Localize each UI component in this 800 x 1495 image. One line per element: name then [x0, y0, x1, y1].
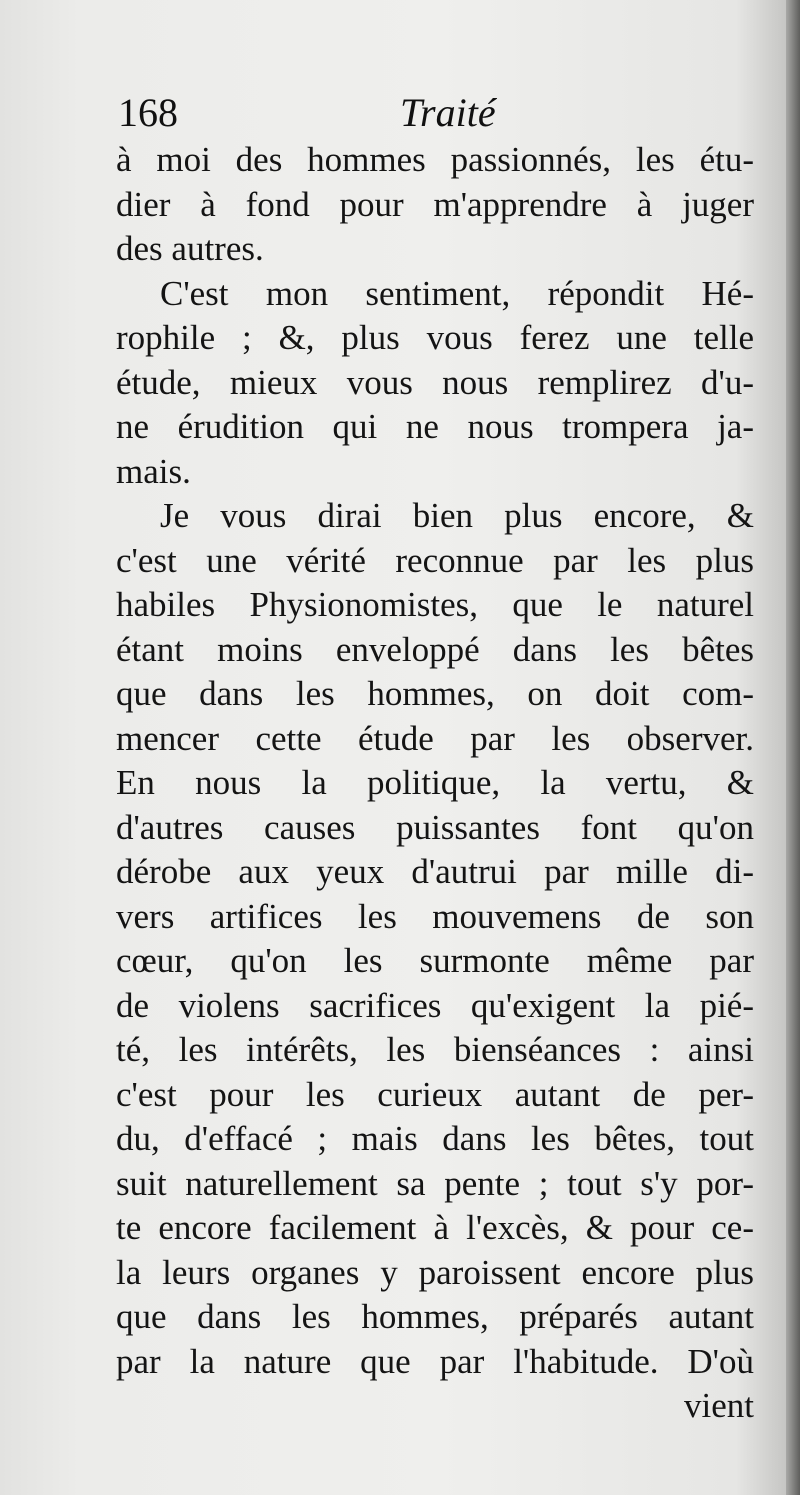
- text-line: mencer cette étude par les observer.: [116, 718, 754, 758]
- page-header: [118, 90, 758, 136]
- text-line: c'est pour les curieux autant de per-: [116, 1074, 754, 1114]
- text-line: En nous la politique, la vertu, &: [116, 763, 754, 802]
- text-line: té, les intérêts, les bienséances : ainsi: [116, 1030, 754, 1069]
- running-title: Traité: [400, 90, 496, 135]
- text-line: ne érudition qui ne nous trompera ja-: [116, 407, 754, 446]
- text-line: c'est une vérité reconnue par les plus: [116, 540, 754, 580]
- text-line: dier à fond pour m'apprendre à juger: [116, 184, 754, 224]
- text-line: Je vous dirai bien plus encore, &: [160, 496, 754, 535]
- text-line: par la nature que par l'habitude. D'où: [116, 1341, 754, 1381]
- text-line: te encore facilement à l'excès, & pour ce-: [116, 1208, 754, 1247]
- page-gutter-shadow: [786, 0, 800, 1495]
- page-number: 168: [118, 90, 178, 135]
- text-line: dérobe aux yeux d'autrui par mille di-: [116, 852, 754, 891]
- text-line: étude, mieux vous nous remplirez d'u-: [116, 362, 754, 402]
- text-line: suit naturellement sa pente ; tout s'y por-: [116, 1163, 754, 1203]
- text-line: vers artifices les mouvemens de son: [116, 896, 754, 936]
- text-line: des autres.: [116, 229, 264, 268]
- text-line: du, d'effacé ; mais dans les bêtes, tout: [116, 1119, 754, 1158]
- text-line: de violens sacrifices qu'exigent la pié-: [116, 985, 754, 1025]
- text-line: d'autres causes puissantes font qu'on: [116, 807, 754, 847]
- text-line: que dans les hommes, préparés autant: [116, 1297, 754, 1336]
- text-line: rophile ; &, plus vous ferez une telle: [116, 318, 754, 357]
- body-text: [116, 138, 754, 1429]
- text-line: que dans les hommes, on doit com-: [116, 674, 754, 713]
- text-line: habiles Physionomistes, que le naturel: [116, 585, 754, 624]
- text-line: cœur, qu'on les surmonte même par: [116, 941, 754, 980]
- text-line: C'est mon sentiment, répondit Hé-: [160, 273, 754, 313]
- text-line: la leurs organes y paroissent encore plus: [116, 1252, 754, 1292]
- catchword: vient: [684, 1386, 754, 1425]
- text-line: à moi des hommes passionnés, les étu-: [116, 140, 754, 179]
- text-line: étant moins enveloppé dans les bêtes: [116, 629, 754, 669]
- text-line: mais.: [116, 451, 191, 491]
